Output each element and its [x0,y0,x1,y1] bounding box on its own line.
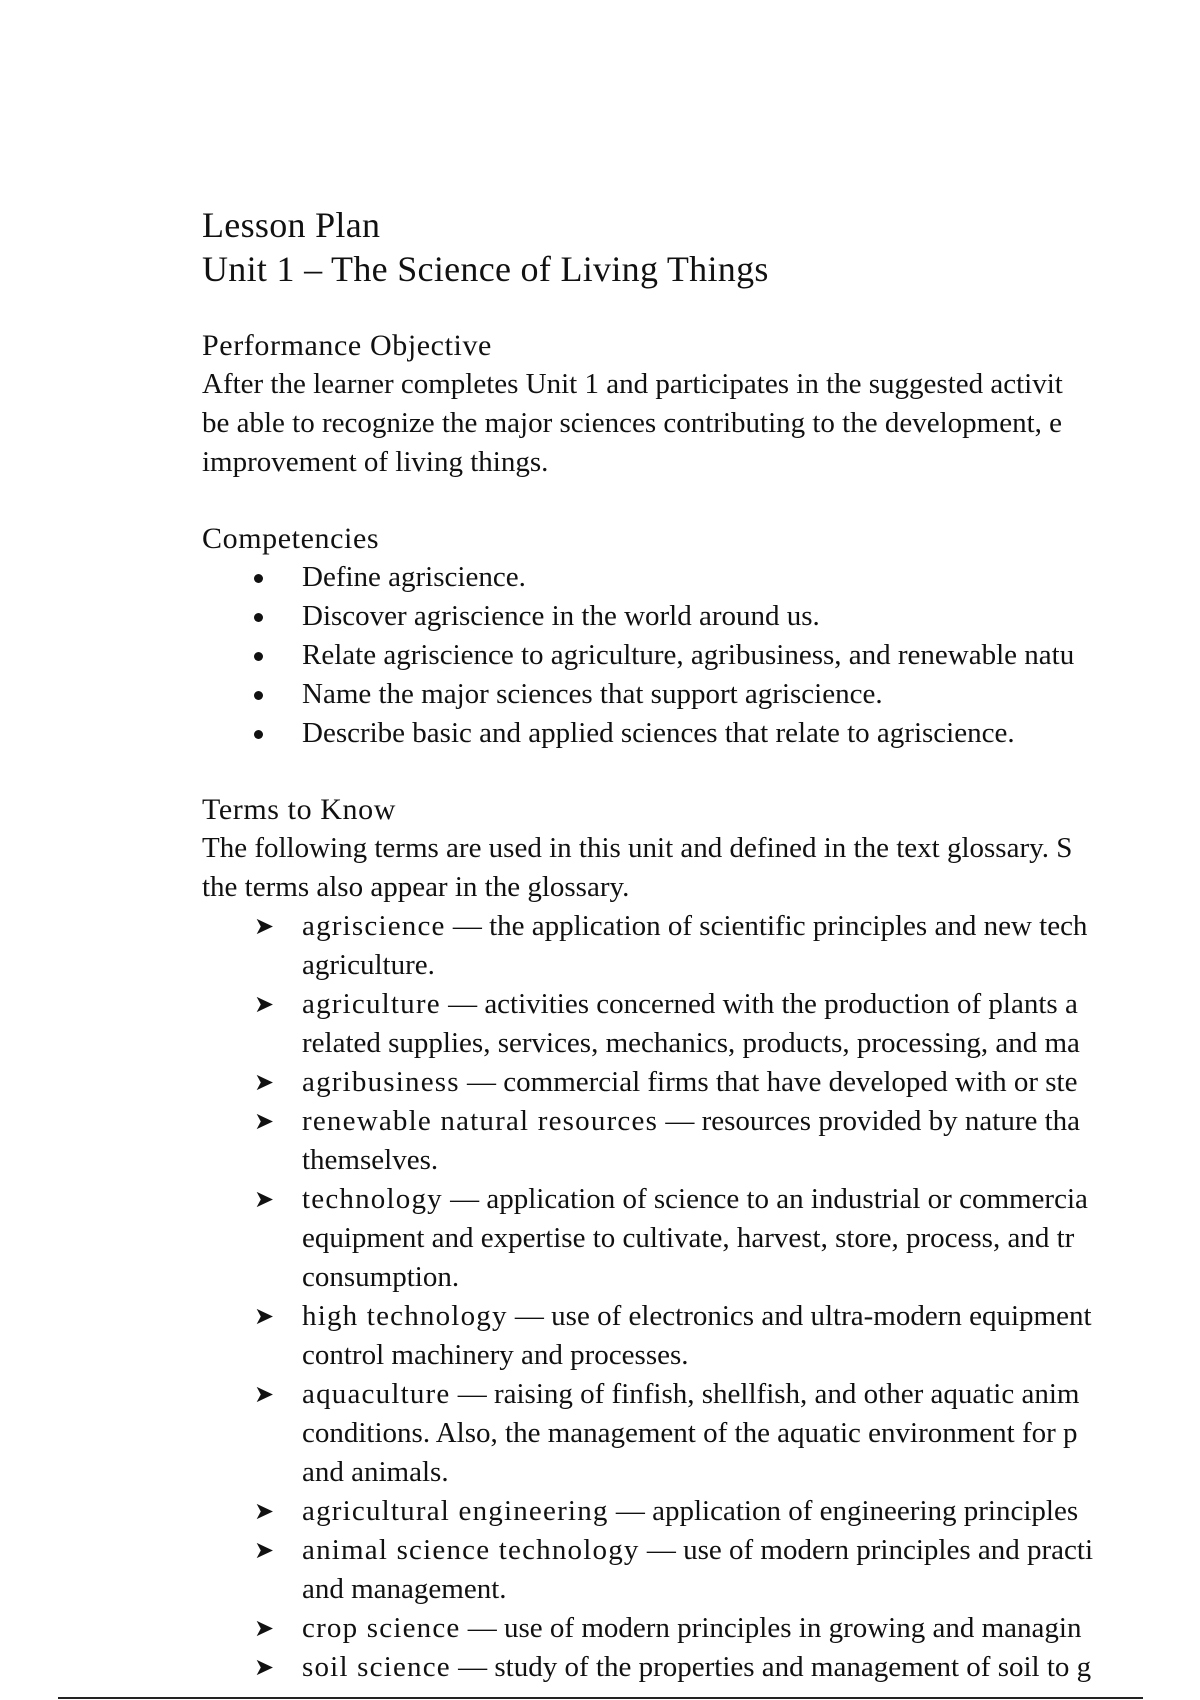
terms-list [202,907,1200,1687]
term-definition: equipment and expertise to cultivate, harvest, store, process, and tr [302,1222,1075,1254]
bullet-dot-icon [254,613,263,622]
arrowhead-icon: ➤ [254,1107,275,1135]
term-item [202,1531,1200,1609]
term-definition: — use of modern principles in growing and managin [460,1612,1082,1644]
term-definition: — raising of finfish, shellfish, and other aquatic anim [450,1378,1080,1410]
term-name: agriculture [302,988,441,1020]
term-definition: — application of engineering principles [608,1495,1079,1527]
term-definition: — application of science to an industrial or commercia [442,1183,1088,1215]
arrowhead-icon: ➤ [254,990,275,1018]
arrowhead-icon: ➤ [254,1302,275,1330]
page-bottom-rule [58,1697,1143,1699]
competency-text: Relate agriscience to agriculture, agribusiness, and renewable natu [302,639,1075,671]
document-title: Lesson Plan [202,205,381,245]
term-name: agribusiness [302,1066,460,1098]
arrowhead-icon: ➤ [254,1614,275,1642]
arrowhead-icon: ➤ [254,1380,275,1408]
term-definition: — study of the properties and management of soil to g [450,1651,1092,1683]
term-definition: related supplies, services, mechanics, products, processing, and ma [302,1027,1080,1059]
term-definition: consumption. [302,1261,460,1293]
term-item [202,1492,1200,1531]
competency-item [202,675,1200,714]
unit-title: Unit 1 – The Science of Living Things [202,249,769,289]
competency-text: Discover agriscience in the world around us. [302,600,820,632]
term-item [202,1102,1200,1180]
term-name: crop science [302,1612,461,1644]
term-definition: agriculture. [302,949,435,981]
term-definition: control machinery and processes. [302,1339,689,1371]
term-definition: and management. [302,1573,507,1605]
term-definition: — use of modern principles and practi [639,1534,1094,1566]
term-item [202,907,1200,985]
competency-item [202,558,1200,597]
document-content [202,203,1200,1687]
competency-item [202,714,1200,753]
arrowhead-icon: ➤ [254,1185,275,1213]
term-item [202,1297,1200,1375]
performance-objective-text [202,365,1200,482]
terms-to-know-heading: Terms to Know [202,793,397,826]
term-definition: — resources provided by nature tha [658,1105,1081,1137]
competency-text: Define agriscience. [302,561,526,593]
arrowhead-icon: ➤ [254,1497,275,1525]
term-definition: and animals. [302,1456,449,1488]
term-name: renewable natural resources [302,1105,659,1137]
term-name: high technology [302,1300,508,1332]
competency-item [202,636,1200,675]
term-name: technology [302,1183,443,1215]
bullet-dot-icon [254,652,263,661]
paragraph-line: The following terms are used in this unit and defined in the text glossary. S [202,832,1073,864]
term-definition: themselves. [302,1144,439,1176]
competency-text: Describe basic and applied sciences that relate to agriscience. [302,717,1015,749]
term-definition: — commercial firms that have developed with or ste [459,1066,1078,1098]
term-definition: — the application of scientific principles and new tech [445,910,1088,942]
term-definition: — use of electronics and ultra-modern equipment [507,1300,1092,1332]
competency-item [202,597,1200,636]
terms-intro-text [202,829,1200,907]
paragraph-line: After the learner completes Unit 1 and participates in the suggested activit [202,368,1063,400]
competency-text: Name the major sciences that support agriscience. [302,678,883,710]
term-name: aquaculture [302,1378,451,1410]
term-item [202,985,1200,1063]
bullet-dot-icon [254,730,263,739]
arrowhead-icon: ➤ [254,1536,275,1564]
competencies-list [202,558,1200,753]
paragraph-line: the terms also appear in the glossary. [202,871,630,903]
term-name: agriscience [302,910,446,942]
term-name: agricultural engineering [302,1495,609,1527]
term-definition: conditions. Also, the management of the aquatic environment for p [302,1417,1078,1449]
arrowhead-icon: ➤ [254,1068,275,1096]
performance-objective-heading: Performance Objective [202,329,492,362]
term-name: animal science technology [302,1534,640,1566]
term-item [202,1609,1200,1648]
term-item [202,1063,1200,1102]
term-definition: — activities concerned with the production of plants a [440,988,1078,1020]
term-item [202,1180,1200,1297]
bullet-dot-icon [254,574,263,583]
bullet-dot-icon [254,691,263,700]
arrowhead-icon: ➤ [254,1653,275,1681]
term-item [202,1375,1200,1492]
competencies-heading: Competencies [202,522,380,555]
paragraph-line: improvement of living things. [202,446,549,478]
term-name: soil science [302,1651,451,1683]
paragraph-line: be able to recognize the major sciences contributing to the development, e [202,407,1063,439]
arrowhead-icon: ➤ [254,912,275,940]
term-item [202,1648,1200,1687]
